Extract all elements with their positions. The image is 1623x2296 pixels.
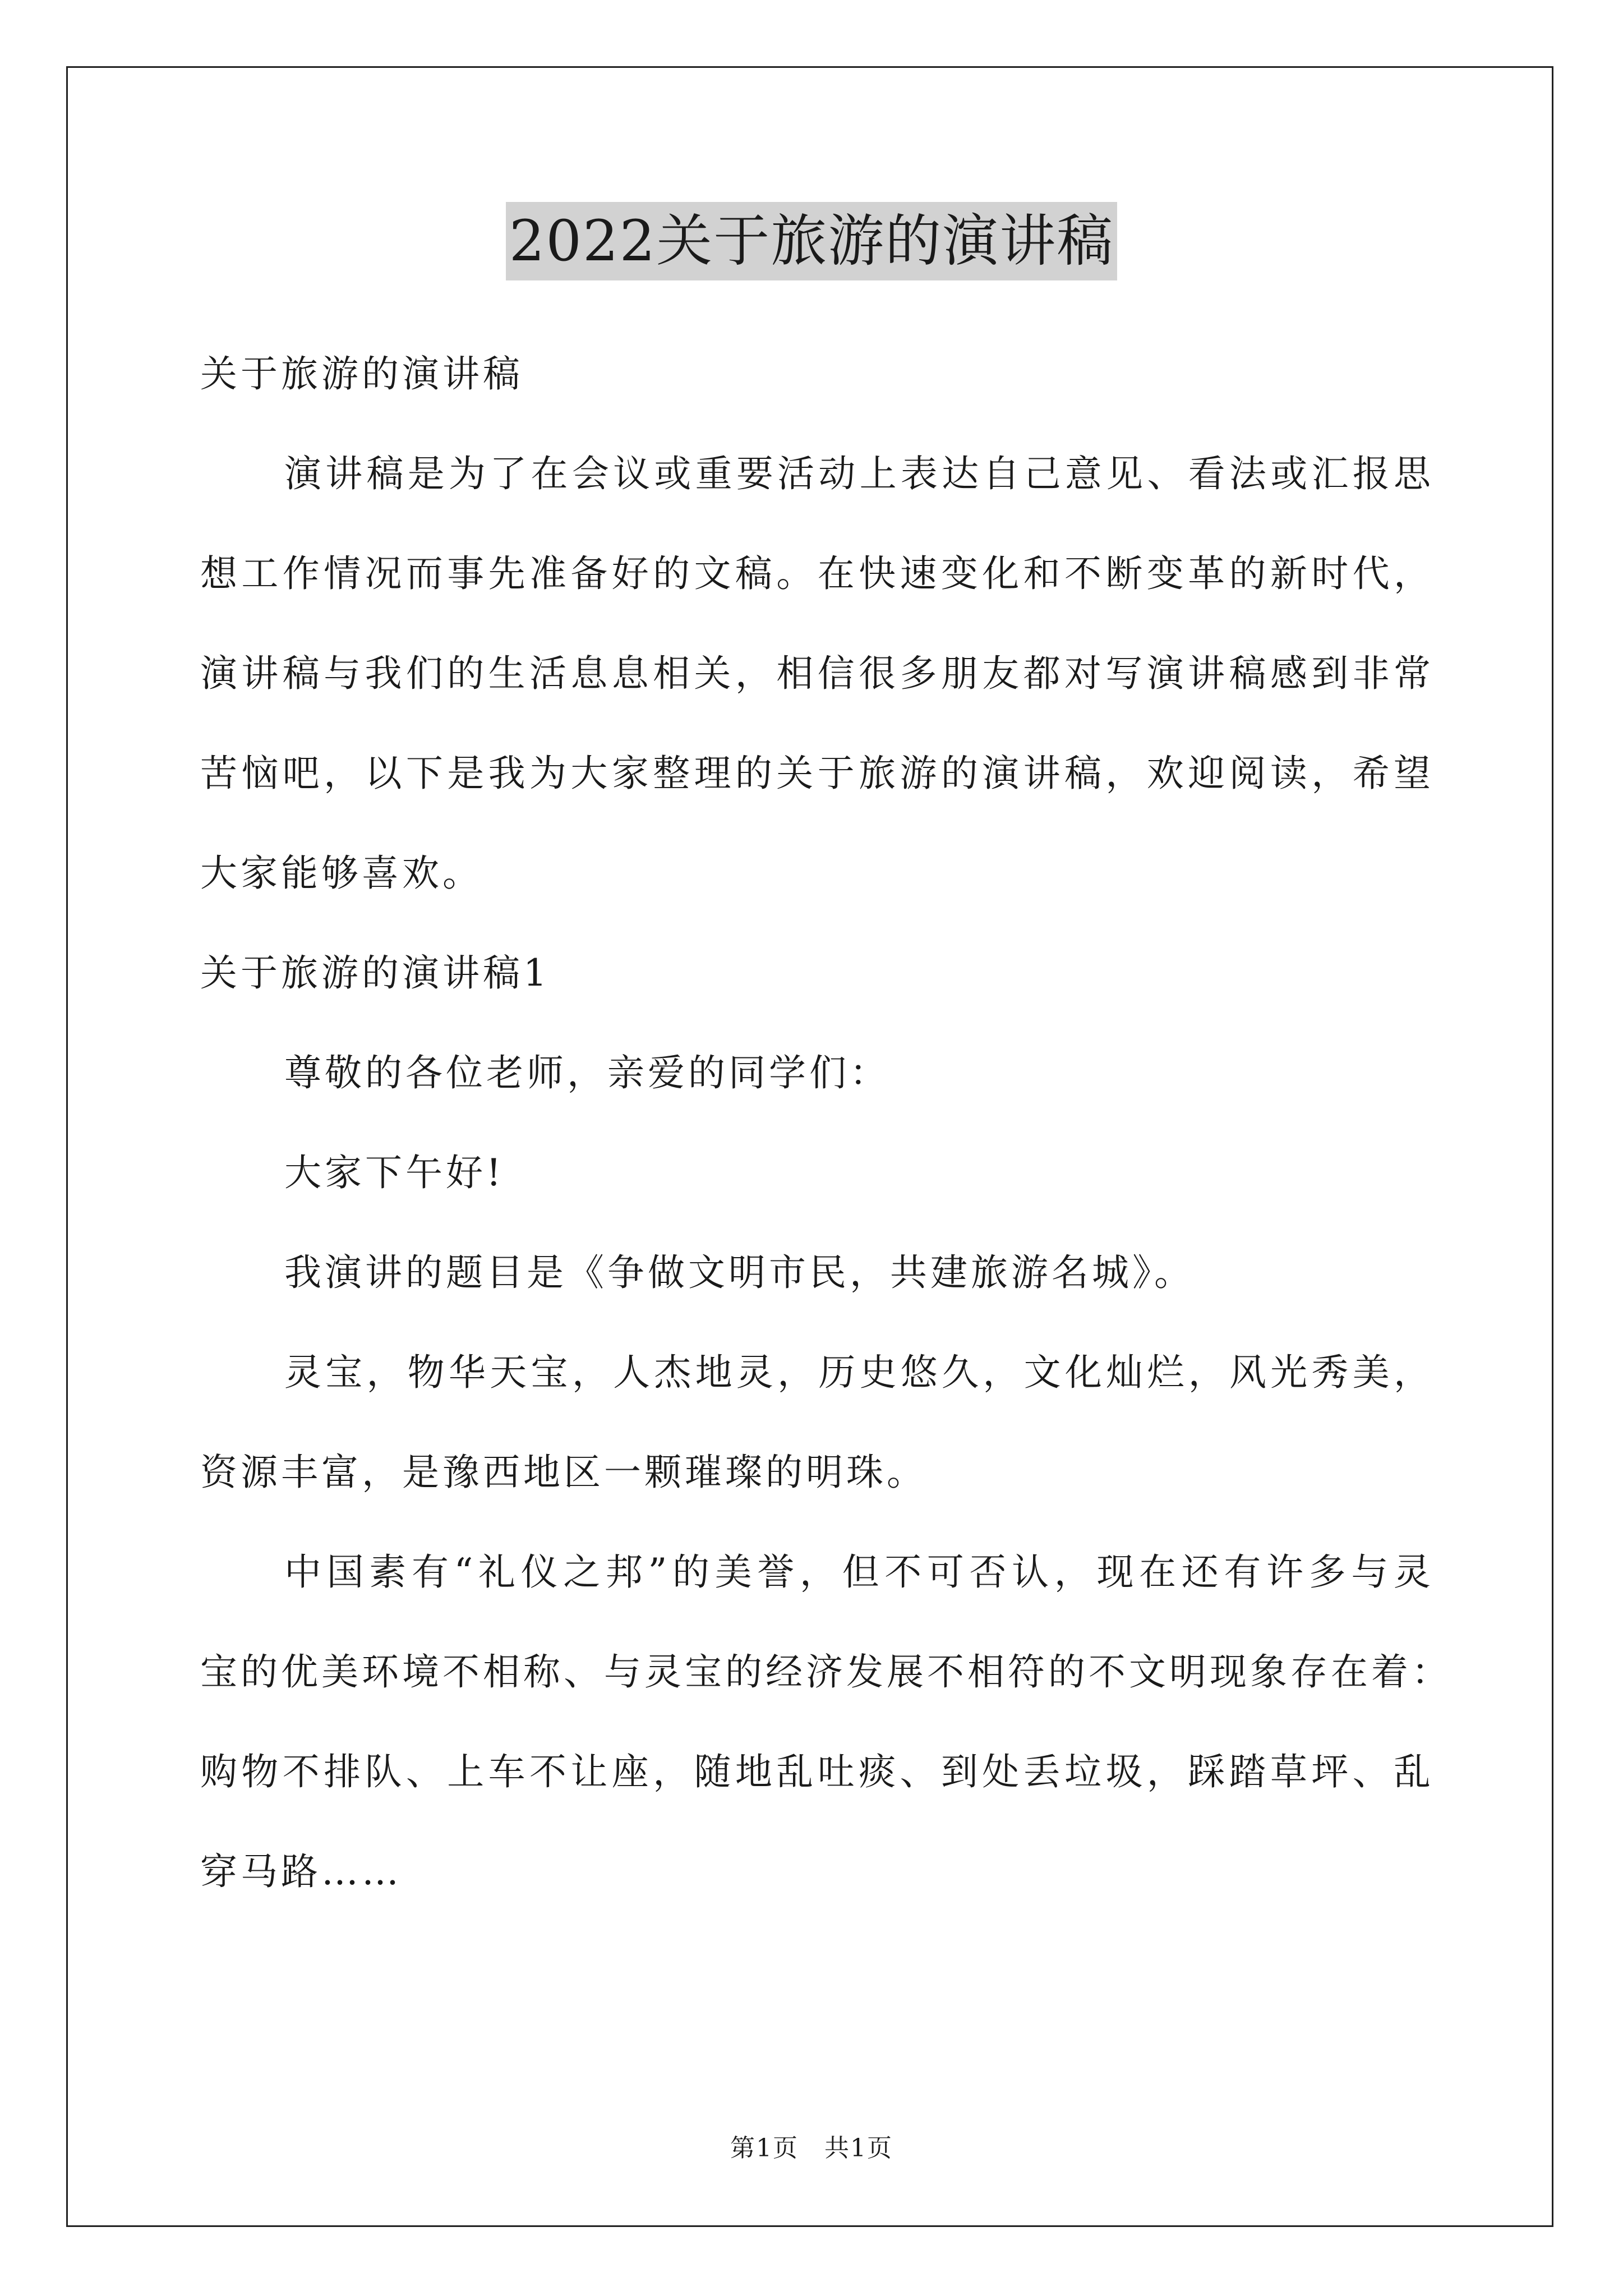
paragraph-line: 资源丰富，是豫西地区一颗璀璨的明珠。 (200, 1451, 927, 1494)
page-footer: 第1页 共1页 (730, 2134, 893, 2162)
paragraph-line: 穿马路…… (200, 1850, 402, 1893)
document-title: 2022关于旅游的演讲稿 (506, 202, 1118, 280)
paragraph-line: 演讲稿与我们的生活息息相关，相信很多朋友都对写演讲稿感到非常 (200, 652, 1434, 695)
title-wrap (0, 202, 1623, 280)
section-heading: 关于旅游的演讲稿1 (200, 951, 550, 995)
paragraph-line: 我演讲的题目是《争做文明市民，共建旅游名城》。 (284, 1251, 1195, 1294)
paragraph-line: 宝的优美环境不相称、与灵宝的经济发展不相符的不文明现象存在着： (200, 1650, 1452, 1694)
paragraph-line: 尊敬的各位老师，亲爱的同学们： (284, 1051, 890, 1094)
paragraph-line: 演讲稿是为了在会议或重要活动上表达自己意见、看法或汇报思 (284, 452, 1434, 495)
document-body (200, 324, 1452, 1922)
paragraph-line: 大家下午好! (284, 1151, 505, 1194)
paragraph-line: 购物不排队、上车不让座，随地乱吐痰、到处丢垃圾，踩踏草坪、乱 (200, 1750, 1434, 1793)
paragraph-line: 想工作情况而事先准备好的文稿。在快速变化和不断变革的新时代， (200, 552, 1434, 595)
paragraph-line: 中国素有“礼仪之邦”的美誉，但不可否认，现在还有许多与灵 (284, 1550, 1434, 1594)
section-heading: 关于旅游的演讲稿 (200, 352, 523, 395)
paragraph-line: 大家能够喜欢。 (200, 852, 483, 895)
paragraph-line: 苦恼吧，以下是我为大家整理的关于旅游的演讲稿，欢迎阅读，希望 (200, 752, 1434, 795)
paragraph-line: 灵宝，物华天宝，人杰地灵，历史悠久，文化灿烂，风光秀美， (284, 1351, 1434, 1394)
